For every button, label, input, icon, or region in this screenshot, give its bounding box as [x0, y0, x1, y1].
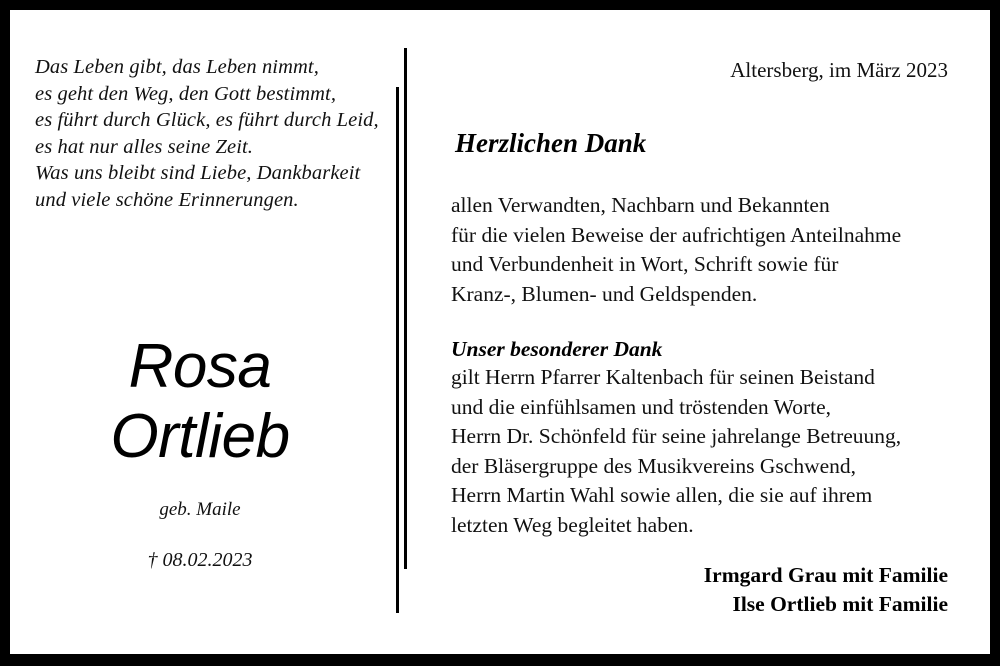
signature-line: Ilse Ortlieb mit Familie [732, 591, 948, 616]
deceased-maiden-name: geb. Maile [159, 499, 241, 520]
notice-card [10, 10, 990, 654]
thanks-body-line: Kranz-, Blumen- und Geldspenden. [451, 281, 758, 306]
poem-line: und viele schöne Erinnerungen. [35, 188, 299, 211]
memorial-poem [35, 54, 385, 213]
special-thanks-line: Herrn Dr. Schönfeld für seine jahrelange Betreuung, [451, 424, 902, 448]
signature-line: Irmgard Grau mit Familie [703, 563, 948, 587]
deceased-first-name: Rosa [128, 332, 272, 401]
poem-line: es hat nur alles seine Zeit. [35, 135, 254, 158]
poem-line: Das Leben gibt, das Leben nimmt, [35, 56, 319, 78]
special-thanks-line: Herrn Martin Wahl sowie allen, die sie auf ihrem [451, 483, 873, 507]
thanks-body-line: und Verbundenheit in Wort, Schrift sowie für [451, 252, 839, 276]
deceased-name-block [10, 332, 390, 573]
special-thanks-heading: Unser besonderer Dank [451, 337, 663, 361]
place-and-date: Altersberg, im März 2023 [730, 58, 948, 82]
poem-line: Was uns bleibt sind Liebe, Dankbarkeit [35, 162, 361, 184]
special-thanks-line: letzten Weg begleitet haben. [451, 512, 694, 537]
deceased-death-date: † 08.02.2023 [147, 549, 253, 571]
special-thanks-line: der Bläsergruppe des Musikvereins Gschwend, [451, 453, 857, 478]
poem-line: es geht den Weg, den Gott bestimmt, [35, 82, 337, 105]
left-column [10, 10, 390, 654]
vertical-divider-right [404, 48, 407, 569]
special-thanks-line: gilt Herrn Pfarrer Kaltenbach für seinen Beistand [451, 365, 875, 389]
thanks-body-line: allen Verwandten, Nachbarn und Bekannten [451, 193, 830, 217]
thanks-body-line: für die vielen Beweise der aufrichtigen Anteilnahme [451, 222, 902, 247]
special-thanks-body [451, 363, 981, 540]
thanks-body [451, 191, 971, 309]
poem-line: es führt durch Glück, es führt durch Leid, [35, 109, 379, 131]
thanks-heading: Herzlichen Dank [455, 128, 647, 158]
vertical-divider-left [396, 87, 399, 613]
right-column [410, 10, 990, 654]
deceased-last-name: Ortlieb [110, 402, 290, 471]
signature-block [704, 561, 948, 618]
special-thanks-line: und die einfühlsamen und tröstenden Worte, [451, 394, 832, 419]
